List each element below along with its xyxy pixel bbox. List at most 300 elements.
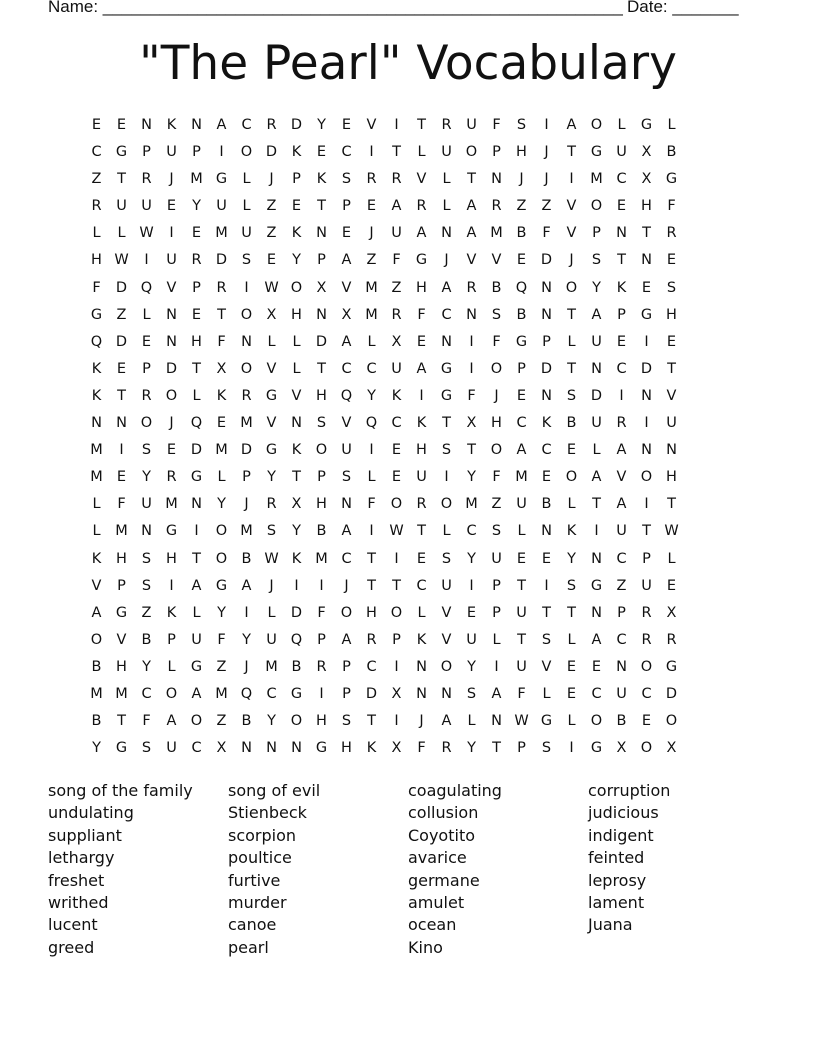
grid-letter: R bbox=[641, 631, 652, 648]
grid-letter: G bbox=[190, 469, 203, 486]
grid-letter: N bbox=[466, 306, 477, 323]
grid-letter: S bbox=[441, 550, 452, 567]
grid-letter: J bbox=[269, 171, 274, 188]
grid-letter: U bbox=[141, 198, 152, 215]
grid-letter: R bbox=[366, 171, 377, 188]
grid-letter: Q bbox=[190, 415, 203, 432]
grid-letter: H bbox=[116, 658, 127, 675]
word-list-item: scorpion bbox=[228, 825, 297, 845]
grid-letter: V bbox=[91, 577, 102, 594]
grid-letter: N bbox=[541, 279, 552, 296]
grid-letter: M bbox=[215, 225, 228, 242]
grid-letter: N bbox=[416, 685, 427, 702]
grid-letter: V bbox=[341, 415, 352, 432]
grid-letter: I bbox=[169, 577, 174, 594]
grid-letter: Y bbox=[467, 550, 476, 567]
grid-letter: P bbox=[342, 685, 351, 702]
grid-letter: F bbox=[542, 225, 551, 242]
grid-letter: N bbox=[541, 387, 552, 404]
grid-letter: I bbox=[444, 469, 449, 486]
grid-letter: O bbox=[440, 496, 453, 513]
grid-letter: E bbox=[566, 685, 577, 702]
grid-letter: C bbox=[441, 306, 452, 323]
grid-letter: E bbox=[566, 658, 577, 675]
grid-letter: R bbox=[416, 496, 427, 513]
grid-letter: P bbox=[392, 631, 401, 648]
word-list-item: indigent bbox=[588, 825, 654, 845]
grid-letter: H bbox=[166, 550, 177, 567]
grid-letter: A bbox=[441, 279, 452, 296]
grid-letter: H bbox=[191, 333, 202, 350]
word-list-item: lament bbox=[588, 892, 645, 912]
grid-letter: V bbox=[616, 469, 627, 486]
grid-letter: C bbox=[241, 117, 252, 133]
grid-letter: S bbox=[141, 740, 152, 757]
grid-letter: L bbox=[242, 171, 251, 188]
grid-letter: R bbox=[391, 306, 402, 323]
grid-letter: G bbox=[115, 144, 128, 161]
grid-letter: O bbox=[240, 306, 253, 323]
grid-letter: L bbox=[92, 496, 101, 513]
grid-letter: O bbox=[290, 279, 303, 296]
grid-letter: I bbox=[644, 333, 649, 350]
grid-letter: Z bbox=[366, 252, 377, 269]
grid-letter: S bbox=[266, 523, 277, 540]
grid-letter: B bbox=[516, 306, 527, 323]
grid-letter: A bbox=[491, 685, 502, 702]
grid-letter: T bbox=[117, 387, 126, 404]
grid-letter: Y bbox=[567, 550, 576, 567]
grid-letter: G bbox=[590, 740, 603, 757]
grid-letter: U bbox=[191, 631, 202, 648]
grid-letter: R bbox=[266, 117, 277, 133]
grid-letter: I bbox=[219, 144, 224, 161]
grid-letter: U bbox=[266, 631, 277, 648]
grid-letter: R bbox=[166, 469, 177, 486]
grid-letter: L bbox=[667, 117, 676, 133]
grid-letter: R bbox=[191, 252, 202, 269]
grid-letter: G bbox=[640, 306, 653, 323]
grid-letter: D bbox=[115, 279, 128, 296]
grid-letter: T bbox=[367, 577, 376, 594]
grid-letter: I bbox=[619, 387, 624, 404]
grid-letter: B bbox=[91, 713, 102, 730]
word-list-item: corruption bbox=[588, 781, 671, 800]
grid-letter: G bbox=[640, 117, 653, 133]
grid-letter: A bbox=[241, 577, 252, 594]
grid-letter: E bbox=[616, 333, 627, 350]
grid-letter: S bbox=[141, 550, 152, 567]
grid-letter: J bbox=[544, 171, 549, 188]
grid-letter: T bbox=[667, 496, 676, 513]
grid-letter: X bbox=[666, 740, 677, 757]
word-list-item: ocean bbox=[408, 915, 457, 935]
grid-letter: I bbox=[544, 577, 549, 594]
grid-letter: F bbox=[517, 685, 526, 702]
grid-letter: D bbox=[240, 442, 253, 459]
grid-letter: O bbox=[490, 442, 503, 459]
grid-letter: B bbox=[316, 523, 327, 540]
word-list-item: germane bbox=[408, 870, 480, 890]
word-list-item: Coyotito bbox=[408, 825, 475, 845]
grid-letter: H bbox=[316, 387, 327, 404]
grid-letter: I bbox=[394, 713, 399, 730]
grid-letter: R bbox=[266, 496, 277, 513]
grid-letter: Q bbox=[240, 685, 253, 702]
grid-letter: M bbox=[465, 496, 478, 513]
grid-letter: G bbox=[440, 360, 453, 377]
grid-letter: D bbox=[665, 685, 678, 702]
grid-letter: L bbox=[367, 469, 376, 486]
grid-letter: T bbox=[317, 360, 326, 377]
word-list-item: canoe bbox=[228, 915, 277, 935]
name-field[interactable]: Name: _______________________________________________________ bbox=[48, 0, 623, 16]
grid-letter: N bbox=[591, 360, 602, 377]
grid-letter: N bbox=[416, 658, 427, 675]
grid-letter: A bbox=[616, 442, 627, 459]
grid-letter: I bbox=[419, 387, 424, 404]
grid-letter: Z bbox=[266, 198, 277, 215]
grid-letter: J bbox=[544, 144, 549, 161]
grid-letter: Y bbox=[317, 117, 326, 133]
grid-letter: B bbox=[666, 144, 677, 161]
grid-letter: I bbox=[394, 658, 399, 675]
grid-letter: R bbox=[391, 171, 402, 188]
grid-letter: M bbox=[365, 306, 378, 323]
grid-letter: P bbox=[167, 631, 176, 648]
grid-letter: K bbox=[541, 415, 552, 432]
grid-letter: M bbox=[515, 469, 528, 486]
grid-letter: E bbox=[541, 469, 552, 486]
grid-letter: F bbox=[92, 279, 101, 296]
grid-letter: P bbox=[317, 252, 326, 269]
grid-letter: E bbox=[341, 117, 352, 133]
grid-letter: D bbox=[290, 604, 303, 621]
grid-letter: L bbox=[267, 604, 276, 621]
grid-letter: E bbox=[116, 469, 127, 486]
grid-letter: E bbox=[641, 713, 652, 730]
grid-letter: T bbox=[367, 713, 376, 730]
grid-letter: T bbox=[117, 713, 126, 730]
grid-letter: B bbox=[541, 496, 552, 513]
word-list-item: lethargy bbox=[48, 848, 115, 868]
grid-letter: S bbox=[591, 252, 602, 269]
grid-letter: A bbox=[341, 631, 352, 648]
grid-letter: Y bbox=[292, 523, 301, 540]
grid-letter: S bbox=[491, 523, 502, 540]
grid-letter: E bbox=[391, 442, 402, 459]
grid-letter: S bbox=[441, 442, 452, 459]
grid-letter: B bbox=[491, 279, 502, 296]
grid-letter: Y bbox=[267, 713, 276, 730]
grid-letter: E bbox=[91, 117, 102, 133]
grid-letter: A bbox=[416, 360, 427, 377]
grid-letter: O bbox=[590, 713, 603, 730]
grid-letter: K bbox=[91, 387, 102, 404]
grid-letter: U bbox=[666, 415, 677, 432]
grid-letter: O bbox=[665, 713, 678, 730]
grid-letter: T bbox=[192, 360, 201, 377]
grid-letter: T bbox=[467, 171, 476, 188]
grid-letter: U bbox=[166, 144, 177, 161]
grid-letter: G bbox=[590, 577, 603, 594]
grid-letter: N bbox=[616, 658, 627, 675]
grid-letter: D bbox=[540, 360, 553, 377]
word-search-grid bbox=[84, 112, 684, 762]
grid-letter: E bbox=[291, 198, 302, 215]
grid-letter: F bbox=[317, 604, 326, 621]
grid-letter: M bbox=[265, 658, 278, 675]
grid-letter: O bbox=[565, 469, 578, 486]
grid-letter: T bbox=[567, 144, 576, 161]
grid-letter: C bbox=[266, 685, 277, 702]
grid-letter: Z bbox=[216, 713, 227, 730]
grid-letter: P bbox=[617, 306, 626, 323]
grid-letter: P bbox=[192, 144, 201, 161]
grid-letter: T bbox=[117, 171, 126, 188]
grid-letter: E bbox=[141, 333, 152, 350]
grid-letter: F bbox=[492, 469, 501, 486]
grid-letter: L bbox=[367, 333, 376, 350]
grid-letter: V bbox=[366, 117, 377, 133]
grid-letter: E bbox=[216, 415, 227, 432]
grid-letter: C bbox=[91, 144, 102, 161]
grid-letter: N bbox=[591, 550, 602, 567]
grid-letter: I bbox=[369, 144, 374, 161]
grid-letter: P bbox=[292, 171, 301, 188]
grid-letter: H bbox=[91, 252, 102, 269]
grid-letter: S bbox=[541, 631, 552, 648]
grid-letter: M bbox=[590, 171, 603, 188]
grid-letter: T bbox=[392, 577, 401, 594]
grid-letter: O bbox=[90, 631, 103, 648]
grid-letter: L bbox=[192, 387, 201, 404]
grid-letter: X bbox=[266, 306, 277, 323]
grid-letter: U bbox=[391, 360, 402, 377]
grid-letter: E bbox=[266, 252, 277, 269]
grid-letter: W bbox=[264, 550, 279, 567]
grid-letter: B bbox=[241, 550, 252, 567]
grid-letter: C bbox=[141, 685, 152, 702]
grid-letter: E bbox=[566, 442, 577, 459]
grid-letter: T bbox=[617, 252, 626, 269]
grid-letter: C bbox=[366, 360, 377, 377]
grid-letter: I bbox=[594, 523, 599, 540]
word-list-item: lucent bbox=[48, 915, 98, 935]
grid-letter: C bbox=[191, 740, 202, 757]
grid-letter: R bbox=[416, 198, 427, 215]
grid-letter: H bbox=[291, 306, 302, 323]
grid-letter: U bbox=[591, 333, 602, 350]
grid-letter: E bbox=[666, 577, 677, 594]
grid-letter: F bbox=[217, 333, 226, 350]
grid-letter: K bbox=[216, 387, 227, 404]
grid-letter: U bbox=[516, 496, 527, 513]
grid-letter: U bbox=[466, 631, 477, 648]
grid-letter: Y bbox=[142, 469, 151, 486]
grid-letter: T bbox=[292, 469, 301, 486]
grid-letter: E bbox=[166, 198, 177, 215]
grid-letter: G bbox=[265, 387, 278, 404]
grid-letter: U bbox=[416, 469, 427, 486]
grid-letter: N bbox=[541, 523, 552, 540]
grid-letter: Y bbox=[142, 658, 151, 675]
grid-letter: T bbox=[492, 740, 501, 757]
grid-letter: I bbox=[194, 523, 199, 540]
grid-letter: A bbox=[191, 685, 202, 702]
grid-letter: N bbox=[441, 333, 452, 350]
grid-letter: U bbox=[616, 685, 627, 702]
grid-letter: V bbox=[441, 604, 452, 621]
grid-letter: O bbox=[165, 387, 178, 404]
grid-letter: E bbox=[616, 198, 627, 215]
grid-letter: O bbox=[190, 713, 203, 730]
grid-letter: T bbox=[567, 306, 576, 323]
grid-letter: L bbox=[592, 442, 601, 459]
grid-letter: X bbox=[291, 496, 302, 513]
grid-letter: G bbox=[415, 252, 428, 269]
grid-letter: N bbox=[166, 333, 177, 350]
grid-letter: N bbox=[316, 225, 327, 242]
grid-letter: M bbox=[165, 496, 178, 513]
grid-letter: D bbox=[265, 144, 278, 161]
grid-letter: J bbox=[244, 658, 249, 675]
grid-letter: U bbox=[166, 740, 177, 757]
grid-letter: O bbox=[290, 713, 303, 730]
grid-letter: K bbox=[291, 442, 302, 459]
grid-letter: H bbox=[666, 306, 677, 323]
grid-letter: J bbox=[519, 171, 524, 188]
grid-letter: B bbox=[241, 713, 252, 730]
grid-letter: T bbox=[417, 117, 426, 133]
grid-letter: K bbox=[291, 144, 302, 161]
grid-letter: A bbox=[216, 117, 227, 133]
grid-letter: C bbox=[616, 171, 627, 188]
grid-letter: K bbox=[91, 360, 102, 377]
grid-letter: I bbox=[569, 171, 574, 188]
grid-letter: H bbox=[341, 740, 352, 757]
grid-letter: U bbox=[241, 225, 252, 242]
date-field[interactable]: Date: _______ bbox=[627, 0, 739, 16]
grid-letter: L bbox=[242, 198, 251, 215]
grid-letter: K bbox=[416, 415, 427, 432]
grid-letter: T bbox=[417, 523, 426, 540]
grid-letter: C bbox=[616, 550, 627, 567]
grid-letter: U bbox=[491, 550, 502, 567]
grid-letter: O bbox=[140, 415, 153, 432]
grid-letter: V bbox=[541, 658, 552, 675]
grid-letter: H bbox=[491, 415, 502, 432]
grid-letter: O bbox=[490, 360, 503, 377]
word-list-item: Juana bbox=[588, 915, 633, 935]
grid-letter: E bbox=[416, 333, 427, 350]
grid-letter: G bbox=[440, 387, 453, 404]
grid-letter: M bbox=[90, 469, 103, 486]
grid-letter: N bbox=[641, 387, 652, 404]
grid-letter: R bbox=[366, 631, 377, 648]
grid-letter: O bbox=[165, 685, 178, 702]
grid-letter: G bbox=[115, 604, 128, 621]
grid-letter: K bbox=[91, 550, 102, 567]
grid-letter: D bbox=[365, 685, 378, 702]
grid-letter: A bbox=[391, 198, 402, 215]
grid-letter: F bbox=[667, 198, 676, 215]
grid-letter: E bbox=[416, 550, 427, 567]
grid-letter: L bbox=[542, 685, 551, 702]
grid-letter: F bbox=[417, 306, 426, 323]
grid-letter: A bbox=[191, 577, 202, 594]
grid-letter: H bbox=[416, 279, 427, 296]
grid-letter: W bbox=[514, 713, 529, 730]
grid-letter: N bbox=[141, 523, 152, 540]
grid-letter: Z bbox=[616, 577, 627, 594]
grid-letter: G bbox=[590, 144, 603, 161]
grid-letter: U bbox=[516, 658, 527, 675]
grid-letter: X bbox=[391, 685, 402, 702]
grid-letter: C bbox=[516, 415, 527, 432]
grid-letter: Y bbox=[192, 198, 201, 215]
grid-letter: V bbox=[666, 387, 677, 404]
grid-letter: I bbox=[244, 279, 249, 296]
grid-letter: C bbox=[616, 360, 627, 377]
grid-letter: E bbox=[191, 225, 202, 242]
grid-letter: H bbox=[116, 550, 127, 567]
grid-letter: S bbox=[491, 306, 502, 323]
grid-letter: O bbox=[440, 658, 453, 675]
grid-letter: I bbox=[544, 117, 549, 133]
grid-letter: L bbox=[567, 713, 576, 730]
grid-letter: L bbox=[442, 523, 451, 540]
grid-letter: R bbox=[141, 171, 152, 188]
grid-letter: H bbox=[666, 469, 677, 486]
word-list-item: poultice bbox=[228, 848, 292, 868]
grid-letter: X bbox=[216, 360, 227, 377]
grid-letter: P bbox=[492, 144, 501, 161]
grid-letter: Q bbox=[290, 631, 303, 648]
grid-letter: P bbox=[342, 658, 351, 675]
grid-letter: F bbox=[217, 631, 226, 648]
grid-letter: X bbox=[641, 171, 652, 188]
grid-letter: L bbox=[442, 198, 451, 215]
grid-letter: M bbox=[90, 685, 103, 702]
grid-letter: L bbox=[292, 360, 301, 377]
word-list-item: song of the family bbox=[48, 781, 193, 800]
grid-letter: T bbox=[517, 577, 526, 594]
grid-letter: R bbox=[666, 225, 677, 242]
grid-letter: R bbox=[141, 387, 152, 404]
grid-letter: L bbox=[167, 658, 176, 675]
grid-letter: M bbox=[490, 225, 503, 242]
grid-letter: N bbox=[191, 496, 202, 513]
grid-letter: O bbox=[640, 740, 653, 757]
grid-letter: E bbox=[641, 279, 652, 296]
word-list-item: undulating bbox=[48, 803, 134, 823]
grid-letter: I bbox=[319, 685, 324, 702]
grid-letter: Z bbox=[541, 198, 552, 215]
grid-letter: S bbox=[516, 117, 527, 133]
grid-letter: K bbox=[316, 171, 327, 188]
grid-letter: C bbox=[466, 523, 477, 540]
grid-letter: U bbox=[166, 252, 177, 269]
grid-letter: Z bbox=[141, 604, 152, 621]
grid-letter: X bbox=[466, 415, 477, 432]
grid-letter: Y bbox=[242, 631, 251, 648]
grid-letter: L bbox=[92, 225, 101, 242]
grid-letter: R bbox=[216, 279, 227, 296]
grid-letter: P bbox=[242, 469, 251, 486]
grid-letter: W bbox=[389, 523, 404, 540]
grid-letter: P bbox=[192, 279, 201, 296]
